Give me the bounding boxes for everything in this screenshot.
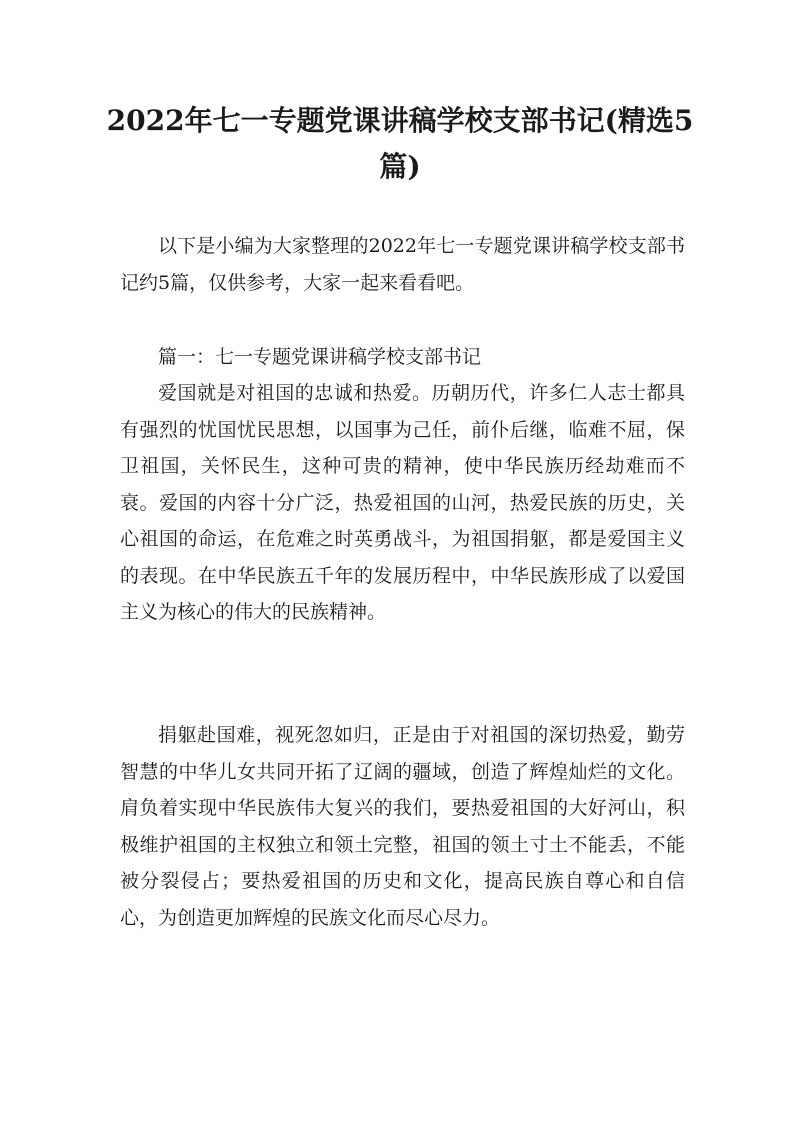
body-paragraph-1: 爱国就是对祖国的忠诚和热爱。历朝历代，许多仁人志士都具有强烈的忧国忧民思想，以国事为己任，前仆后继，临难不屈，保卫祖国，关怀民生，这种可贵的精神，使中华民族历经劫难而不衰。爱国的内容十分广泛，热爱祖国的山河，热爱民族的历史，关心祖国的命运，在危难之时英勇战斗，为祖国捐躯，都是爱国主义的表现。在中华民族五千年的发展历程中，中华民族形成了以爱国主义为核心的伟大的民族精神。 bbox=[120, 382, 685, 623]
body-paragraph-2: 捐躯赴国难，视死忽如归，正是由于对祖国的深切热爱，勤劳智慧的中华儿女共同开拓了辽阔的疆域，创造了辉煌灿烂的文化。肩负着实现中华民族伟大复兴的我们，要热爱祖国的大好河山，积极维护祖国的主权独立和领土完整，祖国的领土寸土不能丢，不能被分裂侵占；要热爱祖国的历史和文化，提高民族自尊心和自信心，为创造更加辉煌的民族文化而尽心尽力。 bbox=[120, 724, 685, 929]
intro-paragraph: 以下是小编为大家整理的2022年七一专题党课讲稿学校支部书记约5篇，仅供参考，大家一起来看看吧。 bbox=[120, 235, 685, 294]
document-title: 2022年七一专题党课讲稿学校支部书记(精选5篇) bbox=[106, 104, 694, 183]
section-heading: 篇一：七一专题党课讲稿学校支部书记 bbox=[158, 346, 482, 368]
